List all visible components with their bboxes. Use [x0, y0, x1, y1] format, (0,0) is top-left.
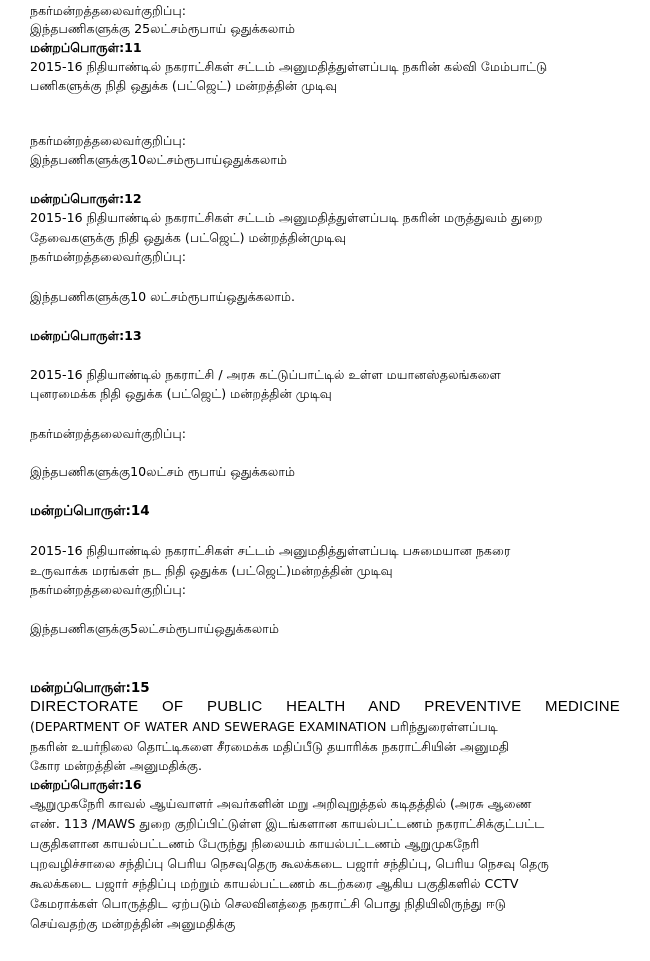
item-12-text: தேவைகளுக்கு நிதி ஒதுக்க (பட்ஜெட்) மன்றத்தின்முடிவு	[30, 230, 347, 245]
chairman-note-heading: நகர்மன்றத்தலைவர்குறிப்பு:	[30, 249, 186, 264]
chairman-note-heading: நகர்மன்றத்தலைவர்குறிப்பு:	[30, 3, 186, 18]
item-11-heading: மன்றப்பொருள்:11	[30, 40, 142, 55]
item-11-text: 2015-16 நிதியாண்டில் நகராட்சிகள் சட்டம் அனுமதித்துள்ளப்படி நகரின் கல்வி மேம்பாட்டு	[30, 59, 548, 74]
chairman-note-heading: நகர்மன்றத்தலைவர்குறிப்பு:	[30, 426, 186, 441]
item-16-text: எண். 113 /MAWS துறை குறிப்பிட்டுள்ள இடங்களான காயல்பட்டணம் நகராட்சிக்குட்பட்ட	[30, 816, 545, 831]
item-14-text: உருவாக்க மரங்கள் நட நிதி ஒதுக்க (பட்ஜெட்)மன்றத்தின் முடிவு	[30, 563, 393, 578]
item-14-heading: மன்றப்பொருள்:14	[30, 503, 150, 519]
item-16-text: புறவழிச்சாலை சந்திப்பு பெரிய நெசவுதெரு கூலக்கடை பஜார் சந்திப்பு, பெரிய நெசவு தெரு	[30, 856, 549, 871]
item-16-text: ஆறுமுகநேரி காவல் ஆய்வாளர் அவர்களின் மறு அறிவுறுத்தல் கடிதத்தில் (அரசு ஆணை	[30, 796, 532, 811]
item-16-text: பகுதிகளான காயல்பட்டணம் பேருந்து நிலையம் காயல்பட்டணம் ஆறுமுகநேரி	[30, 836, 480, 851]
chairman-note-heading: நகர்மன்றத்தலைவர்குறிப்பு:	[30, 582, 186, 597]
item-15-heading: மன்றப்பொருள்:15	[30, 680, 150, 696]
chairman-note-text: இந்தபணிகளுக்கு10லட்சம்ரூபாய்ஒதுக்கலாம்	[30, 152, 288, 167]
chairman-note-text: இந்தபணிகளுக்கு5லட்சம்ரூபாய்ஒதுக்கலாம்	[30, 621, 280, 636]
item-16-text: கூலக்கடை பஜார் சந்திப்பு மற்றும் காயல்பட்டணம் கடற்கரை ஆகிய பகுதிகளில் CCTV	[30, 876, 519, 891]
chairman-note-text: இந்தபணிகளுக்கு10 லட்சம்ரூபாய்ஒதுக்கலாம்.	[30, 289, 296, 304]
item-13-text: 2015-16 நிதியாண்டில் நகராட்சி / அரசு கட்டுப்பாட்டில் உள்ள மயானஸ்தலங்களை	[30, 367, 501, 382]
item-15-text: DIRECTORATE OF PUBLIC HEALTH AND PREVENTIVE MEDICINE	[30, 698, 620, 715]
item-16-heading: மன்றப்பொருள்:16	[30, 777, 142, 792]
item-13-heading: மன்றப்பொருள்:13	[30, 328, 142, 343]
item-15-text: நகரின் உயர்நிலை தொட்டிகளை சீரமைக்க மதிப்பீடு தயாரிக்க நகராட்சியின் அனுமதி	[30, 739, 510, 754]
item-12-text: 2015-16 நிதியாண்டில் நகராட்சிகள் சட்டம் அனுமதித்துள்ளப்படி நகரின் மருத்துவம் துறை	[30, 210, 543, 225]
item-15-text: கோர மன்றத்தின் அனுமதிக்கு.	[30, 758, 202, 773]
item-16-text: கேமராக்கள் பொருத்திட ஏற்படும் செலவினத்தை நகராட்சி பொது நிதியிலிருந்து ஈடு	[30, 896, 506, 911]
item-11-text: பணிகளுக்கு நிதி ஒதுக்க (பட்ஜெட்) மன்றத்தின் முடிவு	[30, 78, 338, 93]
chairman-note-heading: நகர்மன்றத்தலைவர்குறிப்பு:	[30, 133, 186, 148]
chairman-note-text: இந்தபணிகளுக்கு 25லட்சம்ரூபாய் ஒதுக்கலாம்	[30, 21, 296, 36]
item-16-text: செய்வதற்கு மன்றத்தின் அனுமதிக்கு	[30, 916, 236, 931]
item-12-heading: மன்றப்பொருள்:12	[30, 191, 142, 206]
chairman-note-text: இந்தபணிகளுக்கு10லட்சம் ரூபாய் ஒதுக்கலாம்	[30, 464, 296, 479]
item-14-text: 2015-16 நிதியாண்டில் நகராட்சிகள் சட்டம் அனுமதித்துள்ளப்படி பசுமையான நகரை	[30, 543, 511, 558]
item-15-text: (DEPARTMENT OF WATER AND SEWERAGE EXAMINATION பரிந்துரைள்ளப்படி	[30, 719, 498, 734]
item-13-text: புனரமைக்க நிதி ஒதுக்க (பட்ஜெட்) மன்றத்தின் முடிவு	[30, 386, 332, 401]
